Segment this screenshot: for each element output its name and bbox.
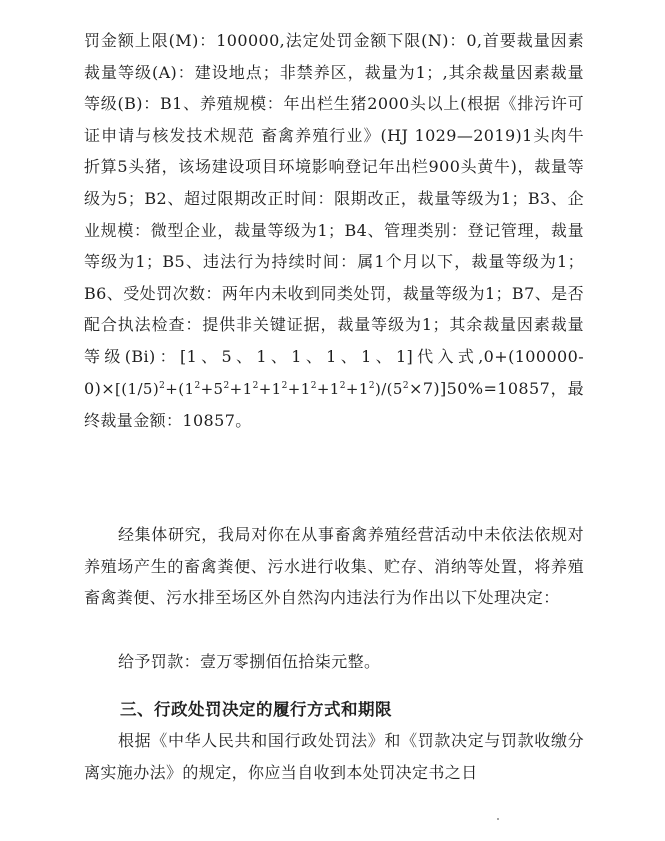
calculation-formula: [$(1/5)^2+(1^2+5^2+1^2+1^2+1^2+1^2+1^2)/(5^2$	[115, 379, 410, 398]
final-amount-text: ×7)]50%=10857，最终裁量金额：10857。	[84, 378, 584, 431]
decision-paragraph: 经集体研究，我局对你在从事畜禽养殖经营活动中未依法依规对养殖场产生的畜禽粪便、污水进行收集、贮存、消纳等处置，将养殖畜禽粪便、污水排至场区外自然沟内违法行为作出以下处理决定：	[84, 525, 584, 608]
section-heading: 三、行政处罚决定的履行方式和期限	[120, 700, 392, 719]
penalty-calculation-paragraph	[84, 25, 584, 437]
fine-amount-paragraph: 给予罚款：壹万零捌佰伍拾柒元整。	[118, 652, 381, 671]
scan-speck	[497, 818, 499, 820]
calculation-text: 罚金额上限(M)：100000,法定处罚金额下限(N)：0,首要裁量因素裁量等级(A)：建设地点；非禁养区，裁量为1；,其余裁量因素裁量等级(B)：B1、养殖规模：年出栏生猪2000头以上(根据《排污许可证申请与核发技术规范 畜禽养殖行业》(HJ 1029—2019)1头肉牛折算5头猪，该场建设项目环境影响登记年出栏900头黄牛)，裁量等级为5；B2、超过限期改正时间：限期改正，裁量等级为1；B3、企业规模：微型企业，裁量等级为1；B4、管理类别：登记管理，裁量等级为1；B5、违法行为持续时间：属1个月以下，裁量等级为1；B6、受处罚次数：两年内未收到同类处罚，裁量等级为1；B7、是否配合执法检查：提供非关键证据，裁量等级为1；其余裁量因素裁量等级(Bi)：[1、5、1、1、1、1、1]代入式,0+(100000-0)×	[84, 31, 584, 398]
payment-paragraph: 根据《中华人民共和国行政处罚法》和《罚款决定与罚款收缴分离实施办法》的规定，你应当自收到本处罚决定书之日	[84, 731, 584, 782]
